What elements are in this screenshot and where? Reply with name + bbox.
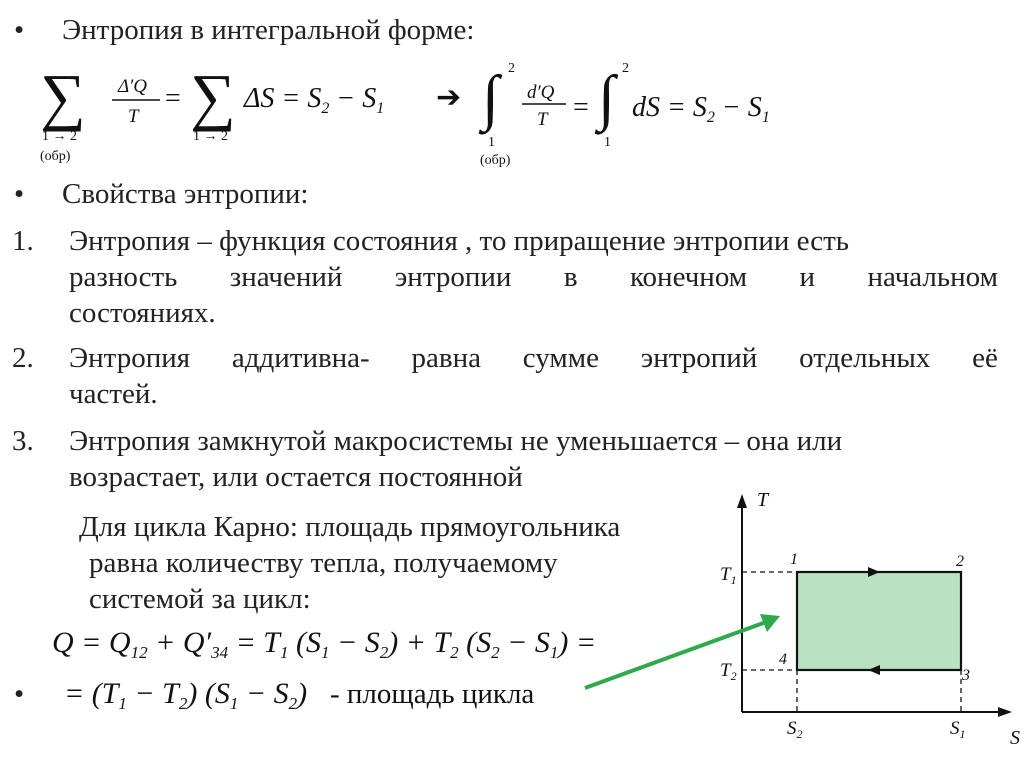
delta-s-expression: $\Delta S = S_2 - S_1$ (244, 83, 385, 117)
s-axis-arrowhead (998, 707, 1012, 717)
lower-limit-1: 1 (488, 135, 495, 150)
upper-limit-1: 2 (508, 61, 515, 76)
sum-symbol-2: ∑ (190, 61, 236, 132)
carnot-line-2: равна количеству тепла, получаемому (89, 547, 558, 579)
sum-note-1: (обр) (40, 149, 71, 164)
upper-limit-2: 2 (622, 61, 629, 76)
t2-label: $T_2$ (720, 660, 737, 683)
bullet-dot: • (14, 14, 25, 46)
item-1-line-2: разность значений энтропии в конечном и начальном (69, 261, 998, 293)
ds-expression: dS = $S_2 - S_1$ (632, 92, 770, 126)
integral-symbol-2: ∫ (598, 64, 615, 132)
dq-numerator: d′Q (527, 82, 555, 103)
t-denominator-2: T (537, 109, 548, 130)
integral-formula (478, 61, 770, 168)
integral-symbol-1: ∫ (482, 64, 499, 132)
delta-q-numerator: Δ′Q (118, 76, 148, 97)
t1-label: $T_1$ (720, 564, 737, 587)
corner-4-label: 4 (779, 651, 787, 668)
integral-form-heading: Энтропия в интегральной форме: (62, 14, 475, 46)
t-axis-label: T (757, 489, 769, 511)
sum-index-1: 1 → 2 (42, 129, 77, 144)
item-3-line-1: Энтропия замкнутой макросистемы не уменьшается – она или (69, 425, 843, 457)
s2-label: $S_2$ (787, 718, 803, 741)
bullet-dot: • (14, 678, 25, 710)
properties-heading: Свойства энтропии: (62, 178, 309, 210)
s1-label: $S_1$ (950, 718, 966, 741)
implies-arrow: ➔ (436, 81, 462, 114)
equals-1: = (165, 83, 181, 114)
cycle-area-fill (797, 572, 961, 670)
item-2-line-1: Энтропия аддитивна- равна сумме энтропий отдельных её (69, 342, 998, 374)
bullet-dot: • (14, 178, 25, 210)
t-axis-arrowhead (737, 494, 747, 508)
green-pointer-arrow (585, 622, 766, 688)
t-denominator-1: T (128, 106, 139, 127)
item-1-line-1: Энтропия – функция состояния , то приращение энтропии есть (69, 225, 850, 257)
item-3-line-2: возрастает, или остается постоянной (69, 461, 523, 493)
corner-2-label: 2 (956, 553, 964, 570)
sum-symbol-1: ∑ (40, 61, 86, 132)
equals-2: = (573, 92, 589, 123)
item-number: 1. (12, 225, 34, 257)
area-formula: = $(T_1 - T_2) (S_1 - S_2)$ (64, 677, 308, 713)
item-number: 3. (12, 425, 34, 457)
lower-limit-2: 1 (604, 135, 611, 150)
item-number: 2. (12, 342, 34, 374)
heat-formula: $Q = Q_{12} + Q'_{34} = T_1$ $(S_1 - S_2) + T_2$ $(S_2 - S_1)$ = (52, 626, 597, 662)
sum-formula (40, 61, 461, 164)
carnot-line-3: системой за цикл: (89, 583, 311, 615)
carnot-line-1: Для цикла Карно: площадь прямоугольника (79, 511, 621, 543)
corner-3-label: 3 (962, 667, 970, 684)
integral-note: (обр) (480, 153, 511, 168)
sum-index-2: 1 → 2 (193, 129, 228, 144)
item-2-line-2: частей. (69, 378, 158, 410)
item-1-line-3: состояниях. (69, 297, 216, 329)
s-axis-label: S (1010, 727, 1020, 749)
corner-1-label: 1 (790, 551, 798, 568)
area-caption: - площадь цикла (330, 678, 535, 710)
